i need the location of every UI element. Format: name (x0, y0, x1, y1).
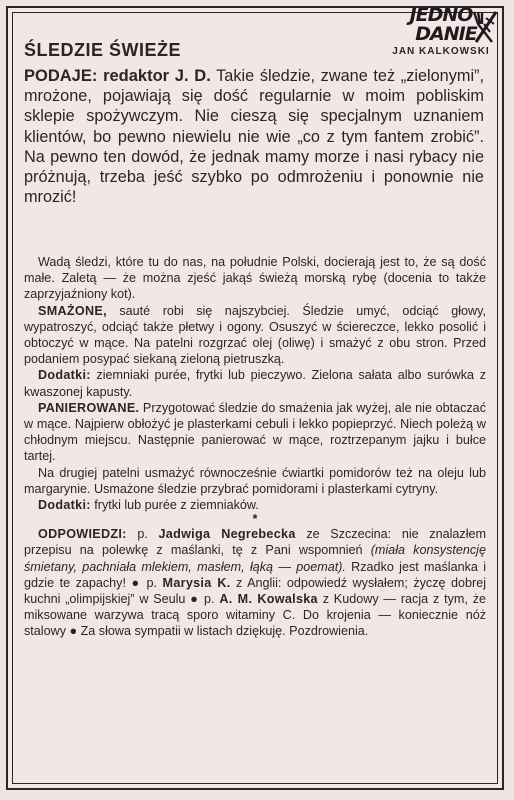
article-title: ŚLEDZIE ŚWIEŻE (24, 40, 182, 60)
text-dodatki-2: frytki lub purée z ziemniaków. (90, 498, 259, 513)
paragraph-dodatki-1 (24, 367, 486, 399)
section-separator-star: * (252, 512, 258, 527)
logo-word-danie: DANIE (415, 23, 477, 45)
text-odpowiedzi-b: ze Szczecina: nie znalazłem przepisu na polewkę z maślanki, tę z Pani wspomnień (24, 527, 486, 558)
heading-dodatki-1: Dodatki: (38, 368, 91, 383)
heading-panierowane: PANIEROWANE. (38, 400, 140, 415)
heading-dodatki-2: Dodatki: (38, 498, 91, 513)
text-odpowiedzi-d: z Anglii: odpowiedź wysłałem; życzę dobrej kuchni „olimpijskiej” w Seulu ● p. (24, 575, 487, 607)
lead-byline: PODAJE: redaktor J. D. (24, 67, 211, 85)
logo-author: JAN KALKOWSKI (392, 46, 490, 57)
heading-smazone: SMAŻONE, (38, 303, 107, 318)
text-smazone: sauté robi się najszybciej. Śledzie umyć, odciąć głowy, wypatroszyć, odciąć także płetwy i ogony. Osuszyć w ściereczce, lekko posolić i obtoczyć w mące. Na patelni rozgrzać olej (oliwę) i smażyć z obu stron. Przed podaniem posypać siekaną zieloną pietruszką. (24, 303, 486, 367)
lead-paragraph (24, 66, 484, 207)
reader-name-2: Marysia K. (162, 575, 231, 590)
paragraph-smazone (24, 303, 486, 368)
text-odpowiedzi-c: Rzadko jest maślanka i gdzie te zapachy! ● p. (24, 559, 486, 590)
text-dodatki-1: ziemniaki purée, frytki lub pieczywo. Zielona sałata albo surówka z kwaszonej kapusty. (24, 368, 486, 399)
reader-name-1: Jadwiga Negrebecka (158, 527, 296, 542)
quote-italic: (miała konsystencję śmietany, pachniała mlekiem, masłem, łąką — poemat). (24, 543, 486, 574)
reader-name-3: A. M. Kowalska (219, 592, 318, 607)
paragraph-odpowiedzi (24, 526, 486, 639)
lead-text: Takie śledzie, zwane też „zielonymi”, mrożone, pojawiają się dość regularnie w moim pobliskim sklepie spożywczym. Nie cieszą się specjalnym uznaniem klientów, bo pewno niewielu nie wie „co z tym fantem zrobić”. Na pewno ten dowód, że jednak mamy morze i nasi rybacy nie próżnują, trzeba jeść szybko po odmrożeniu i ponownie nie mrozić! (24, 67, 485, 207)
column-logo (382, 6, 500, 64)
text-panierowane: Przygotować śledzie do smażenia jak wyżej, ale nie obtaczać w mące. Najpierw obłożyć je plasterkami cebuli i lekko popieprzyć. Niech poleżą w chłodnym miejscu. Następnie panierować w mące, roztrzepanym jajku i bułce tartej. (24, 400, 486, 464)
paragraph-pomidory: Na drugiej patelni usmażyć równocześnie ćwiartki pomidorów też na oleju lub margarynie. Usmażone śledzie przybrać pomidorami i plasterkami cytryny. (24, 465, 486, 496)
paragraph-intro: Wadą śledzi, które tu do nas, na południe Polski, docierają jest to, że są dość małe. Zaletą — że można zjeść jakąś świeżą morską rybę (docenia to także zaprzyjaźniony kot). (24, 255, 486, 302)
paragraph-dodatki-2 (24, 497, 486, 513)
text-odpowiedzi-e: z Kudowy — racja z tym, że miksowane warzywa tracą sporo witaminy C. Do krojenia — koniecznie nóż stalowy ● Za słowa sympatii w listach dziękuję. Pozdrowienia. (24, 592, 486, 639)
article-body (24, 254, 486, 640)
fork-knife-icon (470, 10, 500, 44)
text-odpowiedzi-a: p. (126, 527, 159, 542)
paragraph-panierowane (24, 400, 486, 465)
heading-odpowiedzi: ODPOWIEDZI: (38, 527, 127, 542)
logo-word-jedno: JEDNO (409, 4, 473, 26)
